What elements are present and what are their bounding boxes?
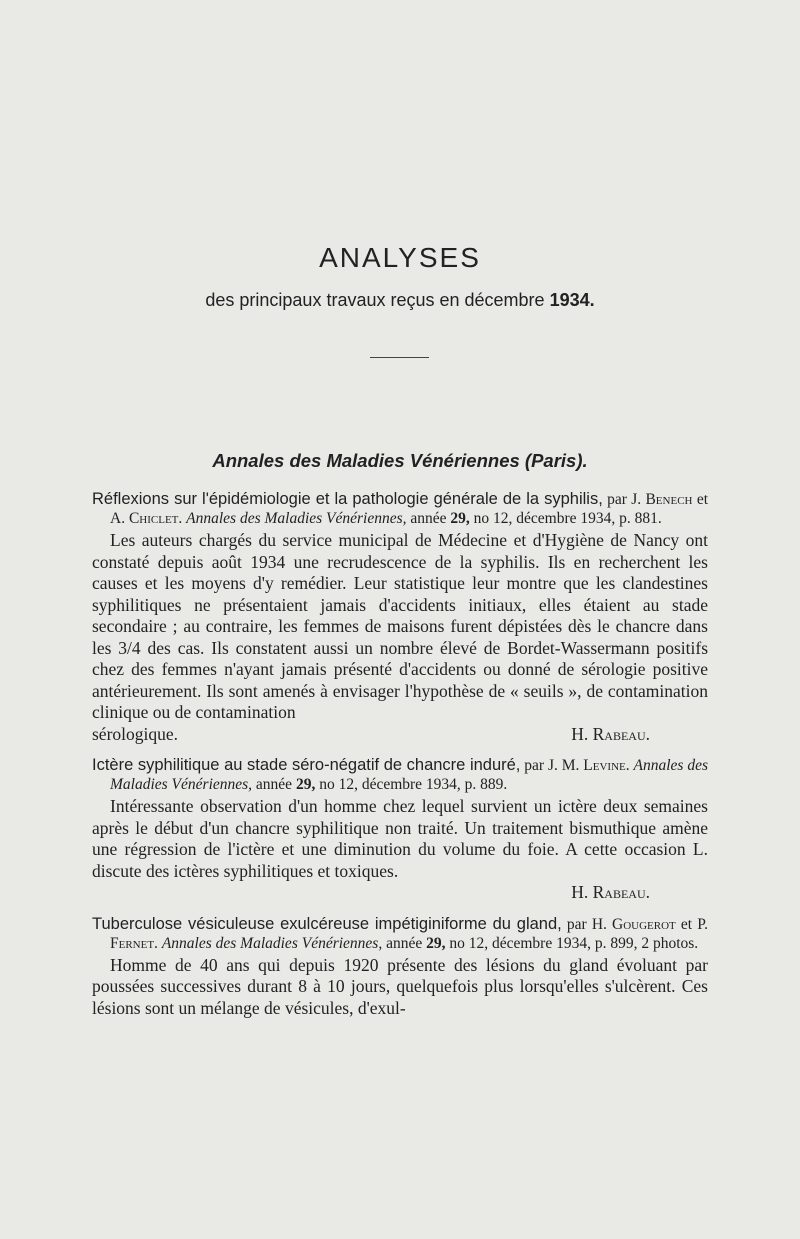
entry-title: Réflexions sur l'épidémiologie et la pathologie générale de la syphilis, bbox=[92, 490, 603, 508]
entry-citation bbox=[92, 490, 708, 528]
entry-text: Intéressante observation d'un homme chez lequel survient un ictère deux semaines après le début d'un chancre syphilitique non traité. Un traitement bismuthique amène une régression de l'ictère et une diminution du volume du foie. A cette occasion L. discute des ictères syphilitiques et toxiques. bbox=[92, 796, 708, 881]
entry-title: Tuberculose vésiculeuse exulcéreuse impétiginiforme du gland, bbox=[92, 914, 562, 933]
entry-reference: no 12, décembre 1934, p. 889. bbox=[319, 776, 508, 793]
subtitle-year: 1934. bbox=[549, 290, 595, 310]
entry-par: par bbox=[524, 757, 545, 774]
entry-author: A. Chiclet. bbox=[110, 510, 183, 527]
section-rule bbox=[370, 357, 429, 358]
entry-author: J. Benech bbox=[631, 491, 693, 508]
entry-volume: 29, bbox=[426, 934, 446, 952]
entry-last-line: sérologique. bbox=[92, 723, 179, 744]
entry-reference: no 12, décembre 1934, p. 899, 2 photos. bbox=[449, 934, 699, 952]
analysis-entry bbox=[92, 915, 708, 1020]
entry-signature: H. Rabeau. bbox=[571, 723, 650, 744]
entry-citation bbox=[92, 915, 708, 953]
entry-author: J. M. Levine. bbox=[547, 757, 630, 774]
entry-journal: Annales des Maladies Vénériennes, bbox=[161, 934, 383, 952]
entry-signature-line bbox=[92, 882, 708, 904]
entry-title: Ictère syphilitique au stade séro-négatif de chancre induré, bbox=[92, 756, 521, 774]
analyses-body bbox=[92, 490, 708, 1030]
entry-annee: année bbox=[410, 510, 447, 527]
entry-citation bbox=[92, 756, 708, 794]
entry-par: par bbox=[607, 491, 627, 508]
subtitle-text: des principaux travaux reçus en décembre bbox=[205, 290, 550, 310]
entry-author: P. Fernet. bbox=[110, 915, 709, 952]
entry-text: Les auteurs chargés du service municipal de Médecine et d'Hygiène de Nancy ont constaté depuis août 1934 une recrudescence de la syphilis. Ils en recherchent les causes et les moyens d'y remédier. Leur statistique leur montre que les clandestines syphilitiques ne présentaient jamais d'accidents initiaux, elles étaient au stade secondaire ; au contraire, les femmes de maisons furent dépistées dès le chancre dans les 3/4 des cas. Ils constatent aussi un nombre élevé de Bordet-Wassermann positifs chez des femmes n'ayant jamais présenté d'accidents ou donné de sérologie positive antérieurement. Ils sont amenés à envisager l'hypothèse de « seuils », de contamination clinique ou de contamination bbox=[92, 530, 708, 722]
entry-annee: année bbox=[386, 934, 423, 952]
entry-author: H. Gougerot bbox=[591, 915, 676, 933]
entry-et: et bbox=[680, 915, 693, 933]
analysis-entry bbox=[92, 490, 708, 745]
entry-annee: année bbox=[255, 776, 293, 793]
entry-volume: 29, bbox=[295, 776, 316, 793]
entry-signature: H. Rabeau. bbox=[571, 882, 650, 902]
page-subtitle bbox=[0, 290, 800, 311]
page-title: ANALYSES bbox=[319, 242, 481, 273]
entry-journal: Annales des Maladies Vénériennes, bbox=[110, 757, 709, 793]
entry-text: Homme de 40 ans qui depuis 1920 présente des lésions du gland évoluant par poussées successives durant 8 à 10 jours, quelquefois plus lorsqu'elles s'ulcèrent. Ces lésions sont un mélange de vésicules, d'exul- bbox=[92, 954, 708, 1018]
journal-heading: Annales des Maladies Vénériennes (Paris). bbox=[212, 450, 588, 471]
entry-reference: no 12, décembre 1934, p. 881. bbox=[473, 510, 662, 527]
entry-et: et bbox=[696, 491, 708, 508]
analysis-entry bbox=[92, 756, 708, 904]
entry-par: par bbox=[566, 915, 587, 933]
entry-volume: 29, bbox=[450, 510, 470, 527]
entry-signature-line bbox=[92, 724, 708, 746]
entry-journal: Annales des Maladies Vénériennes, bbox=[186, 510, 407, 527]
